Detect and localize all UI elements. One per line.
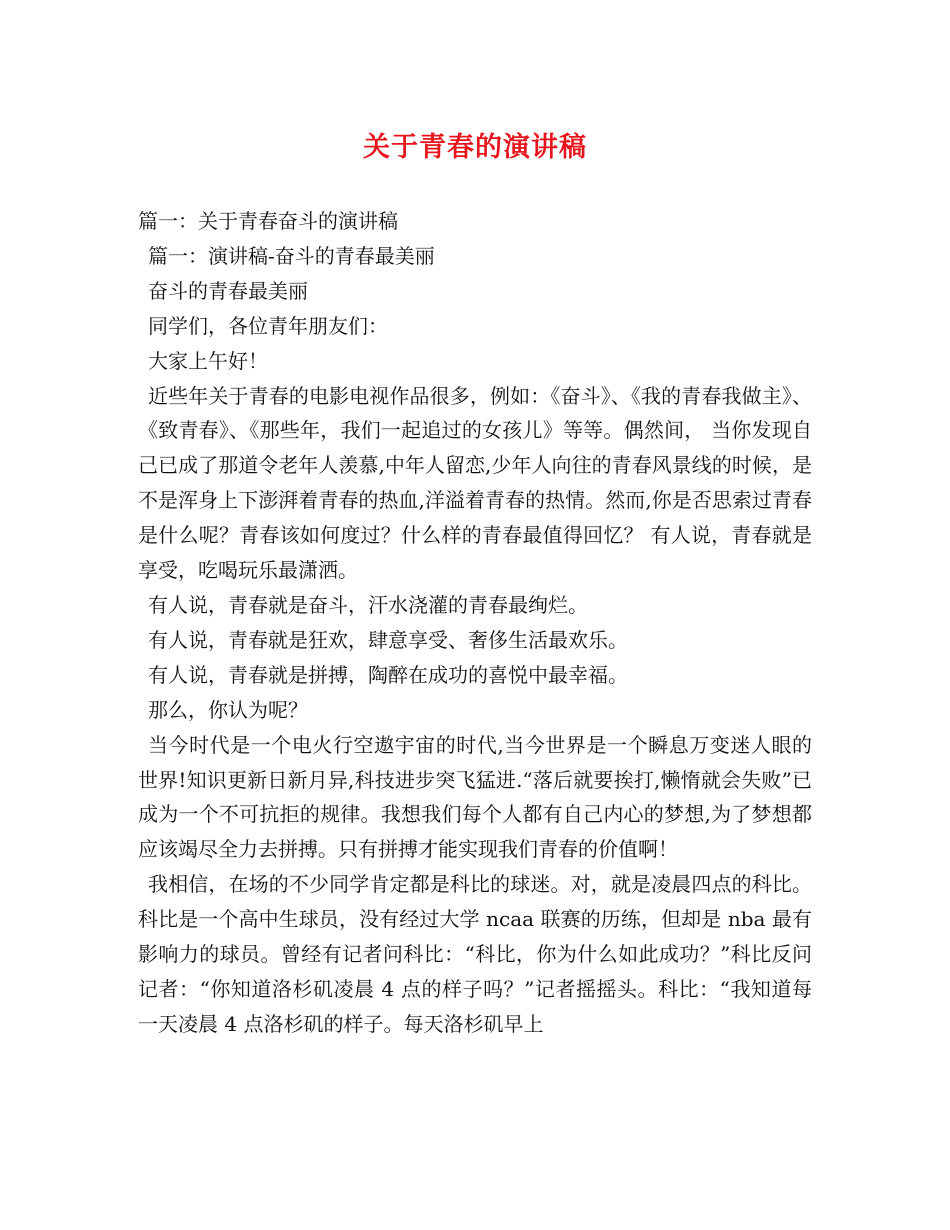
paragraph-body: 有人说，青春就是奋斗，汗水浇灌的青春最绚烂。 (148, 592, 588, 617)
paragraph-body: 当今时代是一个电火行空遨宇宙的时代,当今世界是一个瞬息万变迷人眼的世界!知识更新日新月异,科技进步突飞猛进.“落后就要挨打,懒惰就会失败”已成为一个不可抗拒的规律。我想我们每个人都有自己内心的梦想,为了梦想都应该竭尽全力去拼搏。只有拼搏才能实现我们青春的价值啊！ (138, 732, 812, 862)
paragraph-body: 有人说，青春就是拼搏，陶醉在成功的喜悦中最幸福。 (148, 662, 628, 687)
paragraph-salutation: 同学们，各位青年朋友们： (148, 313, 388, 338)
paragraph-body: 有人说，青春就是狂欢，肆意享受、奢侈生活最欢乐。 (148, 627, 628, 652)
paragraph-body: 我相信，在场的不少同学肯定都是科比的球迷。对，就是凌晨四点的科比。科比是一个高中生球员，没有经过大学 ncaa 联赛的历练，但却是 nba 最有影响力的球员。曾经有记者问科比：“科比，你为什么如此成功？”科比反问记者：“你知道洛杉矶凌晨 4 点的样子吗？”记者摇摇头。科比：“我知道每一天凌晨 4 点洛杉矶的样子。每天洛杉矶早上 (138, 872, 812, 1036)
paragraph-greeting: 大家上午好！ (148, 348, 268, 373)
document-body (138, 204, 812, 1042)
paragraph-speech-title: 奋斗的青春最美丽 (148, 278, 308, 303)
paragraph-body: 近些年关于青春的电影电视作品很多，例如：《奋斗》、《我的青春我做主》、《致青春》、《那些年，我们一起追过的女孩儿》等等。偶然间， 当你发现自己已成了那道令老年人羡慕,中年人留恋,少年人向往的青春风景线的时候，是不是浑身上下澎湃着青春的热血,洋溢着青春的热情。然而,你是否思索过青春是什么呢？青春该如何度过？什么样的青春最值得回忆？ 有人说，青春就是享受，吃喝玩乐最潇洒。 (138, 383, 812, 583)
paragraph-heading: 篇一：关于青春奋斗的演讲稿 (138, 209, 398, 233)
document-title: 关于青春的演讲稿 (363, 132, 587, 163)
paragraph-subheading: 篇一：演讲稿-奋斗的青春最美丽 (148, 243, 435, 268)
paragraph-body: 那么，你认为呢？ (148, 697, 308, 722)
